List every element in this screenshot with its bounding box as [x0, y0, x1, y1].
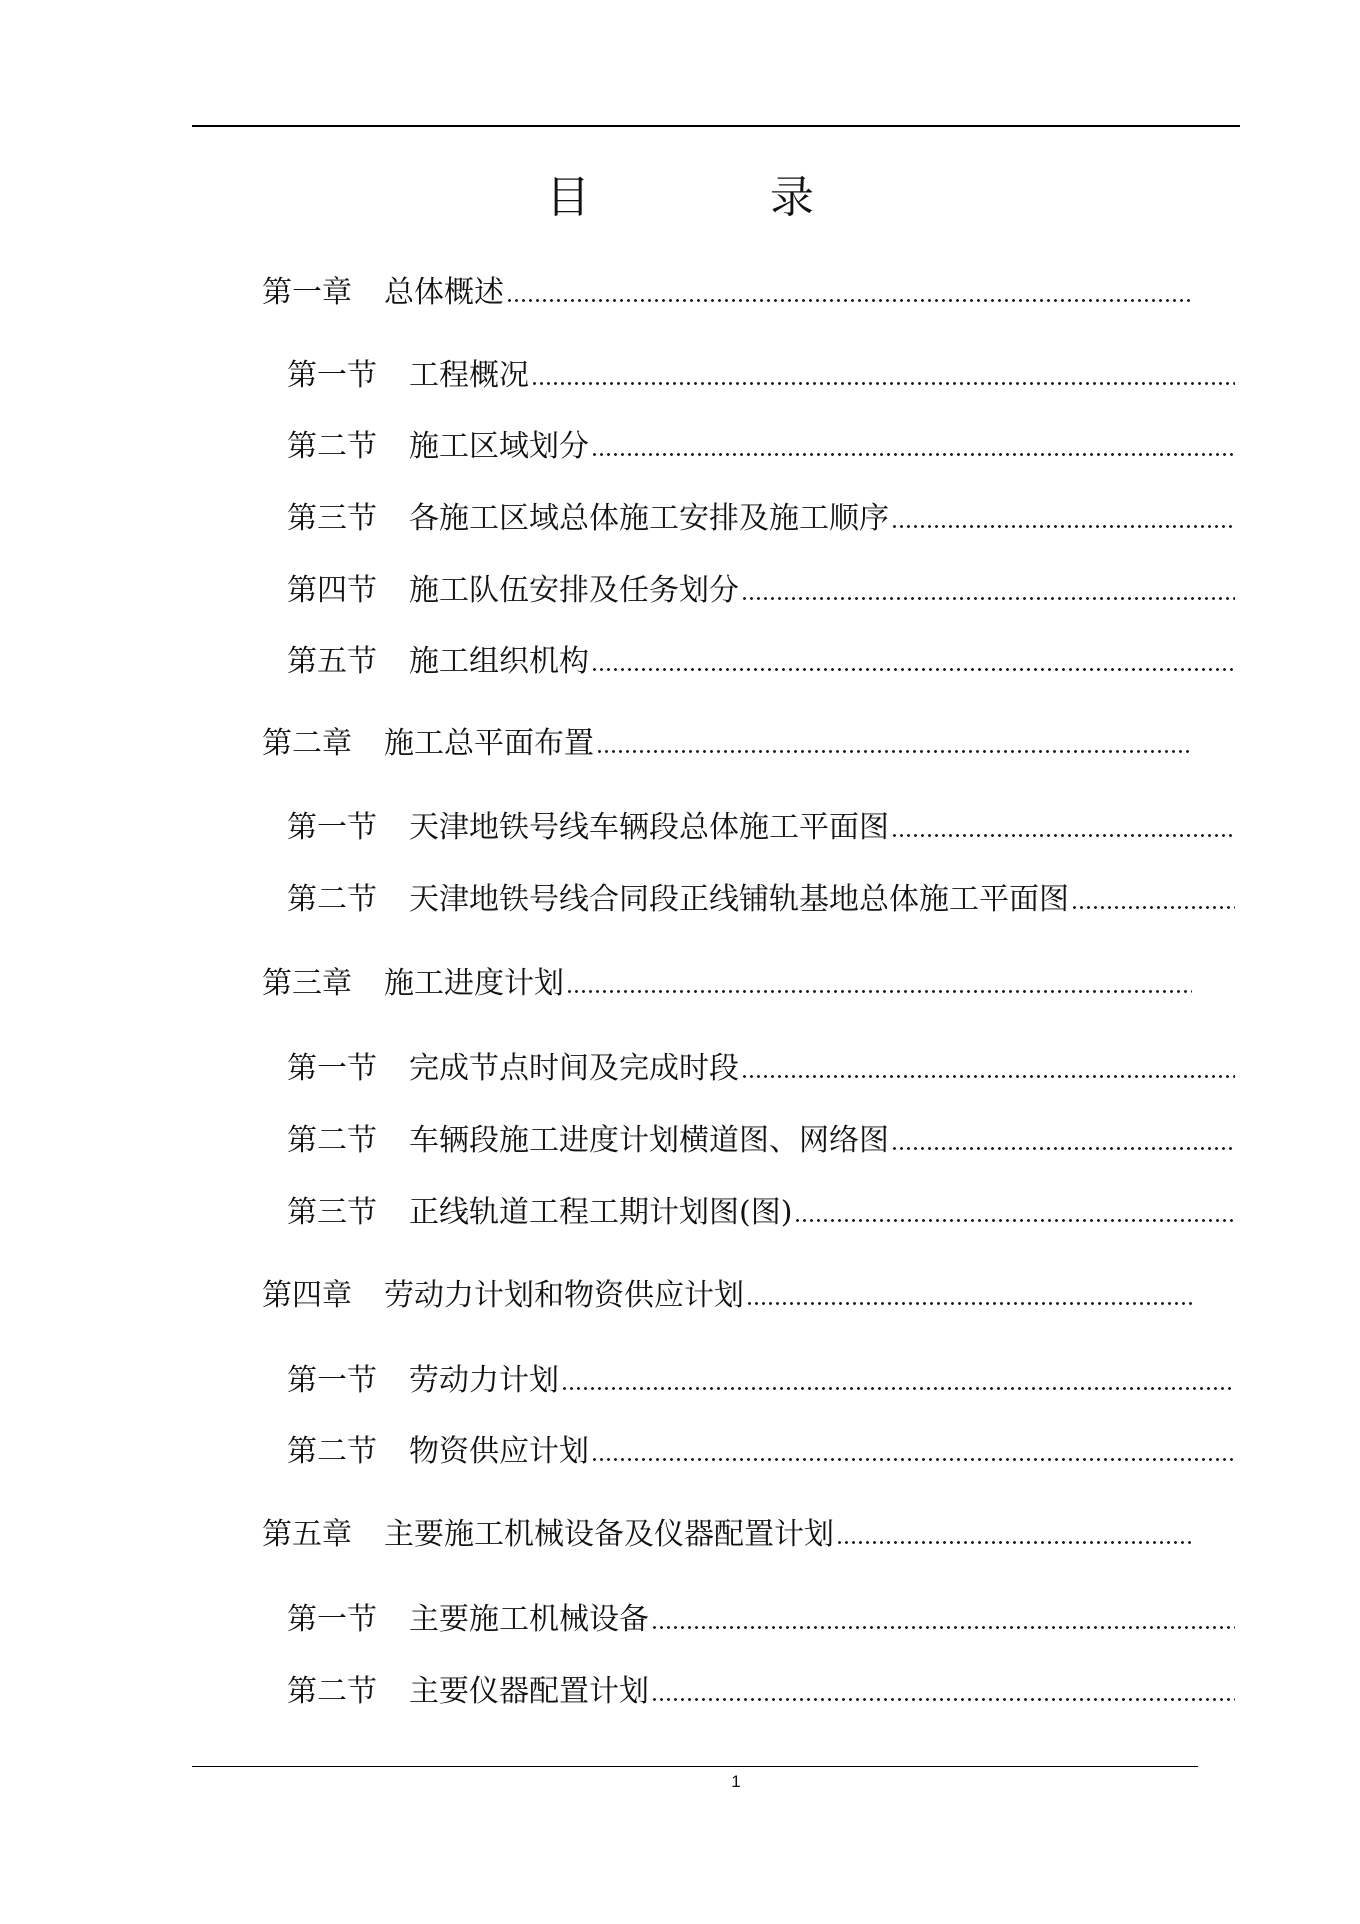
- toc-section[interactable]: [287, 491, 1235, 539]
- toc-section[interactable]: [287, 1041, 1235, 1089]
- toc-section[interactable]: [287, 563, 1235, 611]
- dot-leader: [891, 833, 1235, 838]
- dot-leader: [1071, 905, 1235, 910]
- dot-leader: [596, 749, 1192, 754]
- dot-leader: [651, 1697, 1235, 1702]
- toc-number: 第二章: [262, 726, 352, 761]
- dot-leader: [591, 1457, 1235, 1462]
- dot-leader: [591, 452, 1235, 457]
- toc-section[interactable]: [287, 1185, 1235, 1233]
- toc-title: 施工区域划分: [409, 429, 589, 464]
- title-char-1: 目: [546, 172, 590, 223]
- dot-leader: [531, 381, 1235, 386]
- dot-leader: [741, 1074, 1235, 1079]
- toc-section[interactable]: [287, 419, 1235, 467]
- toc-number: 第三节: [287, 1195, 377, 1230]
- dot-leader: [891, 1146, 1235, 1151]
- dot-leader: [591, 667, 1235, 672]
- dot-leader: [836, 1540, 1192, 1545]
- dot-leader: [891, 524, 1235, 529]
- toc-number: 第五节: [287, 644, 377, 679]
- toc-title: 天津地铁号线车辆段总体施工平面图: [409, 810, 889, 845]
- toc-section[interactable]: [287, 634, 1235, 682]
- toc-number: 第二节: [287, 1674, 377, 1709]
- toc-title: 主要施工机械设备及仪器配置计划: [384, 1517, 834, 1552]
- toc-title: 施工总平面布置: [384, 726, 594, 761]
- dot-leader: [794, 1218, 1235, 1223]
- toc-number: 第一节: [287, 1363, 377, 1398]
- toc-number: 第五章: [262, 1517, 352, 1552]
- toc-title: 劳动力计划: [409, 1363, 559, 1398]
- dot-leader: [561, 1386, 1235, 1391]
- toc-section[interactable]: [287, 1592, 1235, 1640]
- toc-number: 第四章: [262, 1278, 352, 1313]
- toc-title: 天津地铁号线合同段正线铺轨基地总体施工平面图: [409, 882, 1069, 917]
- page-number: 1: [731, 1772, 741, 1791]
- footer-rule: [192, 1766, 1198, 1767]
- toc-section[interactable]: [287, 1353, 1235, 1401]
- toc-title: 完成节点时间及完成时段: [409, 1051, 739, 1086]
- toc-section[interactable]: [287, 1664, 1235, 1712]
- toc-title: 正线轨道工程工期计划图(图): [409, 1195, 793, 1230]
- toc-number: 第二节: [287, 1434, 377, 1469]
- toc-title: 物资供应计划: [409, 1434, 589, 1469]
- toc-section[interactable]: [287, 800, 1235, 848]
- toc-title: 施工队伍安排及任务划分: [409, 573, 739, 608]
- dot-leader: [746, 1301, 1192, 1306]
- dot-leader: [506, 298, 1192, 303]
- toc-section[interactable]: [287, 348, 1235, 396]
- toc-title: 主要施工机械设备: [409, 1602, 649, 1637]
- toc-number: 第四节: [287, 573, 377, 608]
- toc-title: 主要仪器配置计划: [409, 1674, 649, 1709]
- toc-title: 车辆段施工进度计划横道图、网络图: [409, 1123, 889, 1158]
- toc-number: 第二节: [287, 429, 377, 464]
- toc-chapter[interactable]: [262, 1507, 1192, 1555]
- toc-title: 劳动力计划和物资供应计划: [384, 1278, 744, 1313]
- title-char-2: 录: [770, 172, 814, 223]
- toc-chapter[interactable]: [262, 956, 1192, 1004]
- toc-title: 施工进度计划: [384, 966, 564, 1001]
- toc-number: 第三节: [287, 501, 377, 536]
- toc-title: 各施工区域总体施工安排及施工顺序: [409, 501, 889, 536]
- toc-number: 第一节: [287, 1602, 377, 1637]
- toc-number: 第一节: [287, 810, 377, 845]
- toc-number: 第二节: [287, 882, 377, 917]
- toc-section[interactable]: [287, 1424, 1235, 1472]
- toc-number: 第二节: [287, 1123, 377, 1158]
- toc-title: 施工组织机构: [409, 644, 589, 679]
- toc-chapter[interactable]: [262, 716, 1192, 764]
- toc-title: 总体概述: [384, 275, 504, 310]
- dot-leader: [741, 596, 1235, 601]
- toc-chapter[interactable]: [262, 1268, 1192, 1316]
- toc-title: 工程概况: [409, 358, 529, 393]
- dot-leader: [651, 1625, 1235, 1630]
- toc-number: 第一节: [287, 358, 377, 393]
- toc-chapter[interactable]: [262, 265, 1192, 313]
- toc-section[interactable]: [287, 1113, 1235, 1161]
- dot-leader: [566, 989, 1192, 994]
- toc-number: 第三章: [262, 966, 352, 1001]
- toc-section[interactable]: [287, 872, 1235, 920]
- toc-number: 第一节: [287, 1051, 377, 1086]
- toc-number: 第一章: [262, 275, 352, 310]
